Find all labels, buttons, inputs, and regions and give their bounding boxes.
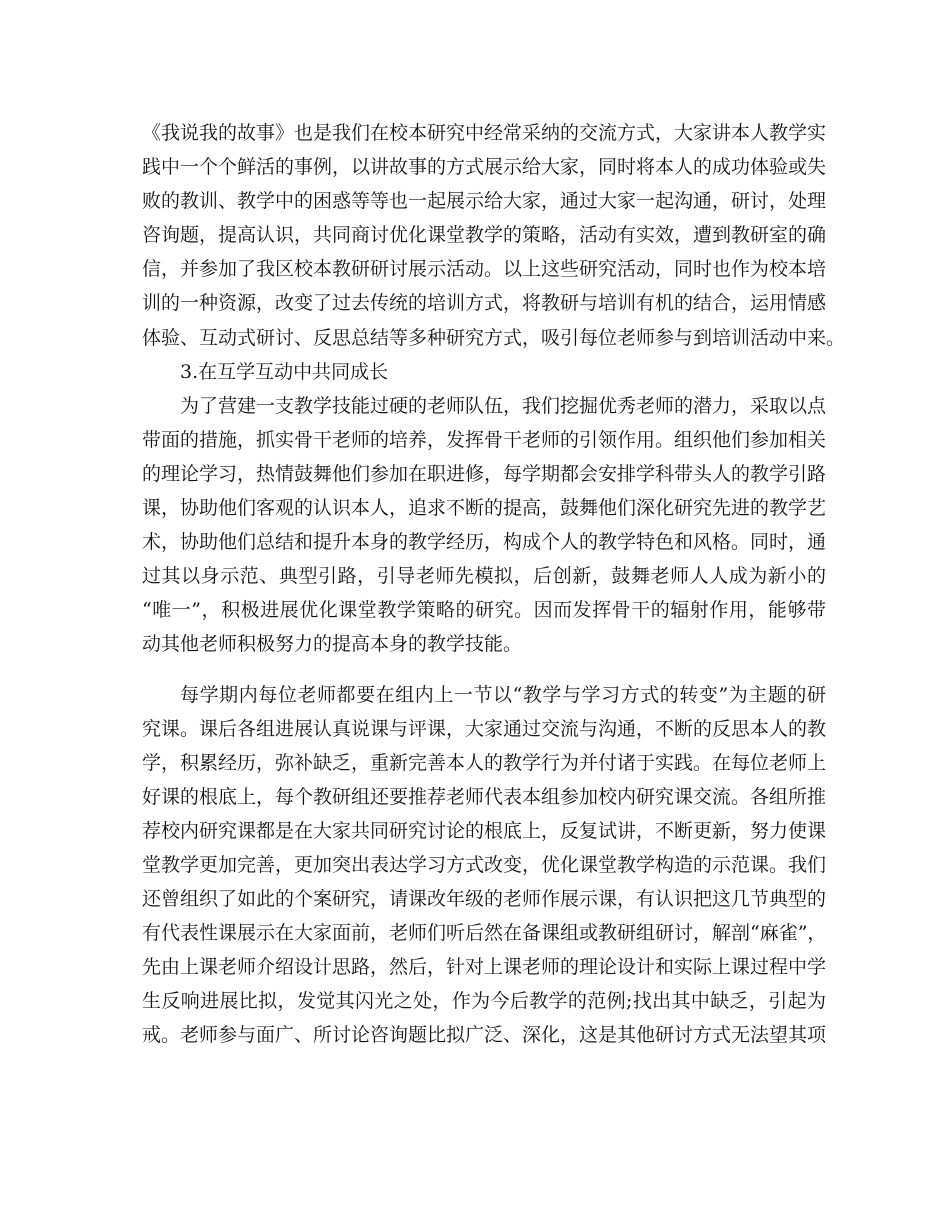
text-line: 动其他老师积极努力的提高本身的教学技能。 [142,633,523,656]
paragraph-gap [142,662,826,678]
text-line: 有代表性课展示在大家面前，老师们听后然在备课组或教研组研讨，解剖“麻雀”， [142,922,827,945]
text-line: 究课。课后各组进展认真说课与评课，大家通过交流与沟通，不断的反思本人的教 [142,717,827,740]
document-body [142,116,846,1053]
text-line: 还曾组织了如此的个案研究，请课改年级的老师作展示课，有认识把这几节典型的 [142,888,827,911]
paragraph [142,116,846,355]
text-line: 荐校内研究课都是在大家共同研究讨论的根底上，反复试讲，不断更新，努力使课 [142,819,827,842]
text-line: 践中一个个鲜活的事例，以讲故事的方式展示给大家，同时将本人的成功体验或失 [142,156,827,179]
text-line: 过其以身示范、典型引路，引导老师先模拟，后创新，鼓舞老师人人成为新小的 [142,565,826,588]
text-line: 戒。老师参与面广、所讨论咨询题比拟广泛、深化，这是其他研讨方式无法望其项 [142,1024,827,1047]
text-line: 为了营建一支教学技能过硬的老师队伍，我们挖掘优秀老师的潜力，采取以点 [180,394,827,417]
text-line: 的理论学习，热情鼓舞他们参加在职进修，每学期都会安排学科带头人的教学引路 [142,462,827,485]
text-line: 学，积累经历，弥补缺乏，重新完善本人的教学行为并付诸于实践。在每位老师上 [142,751,827,774]
text-line: 训的一种资源，改变了过去传统的培训方式，将教研与培训有机的结合，运用情感 [142,292,827,315]
text-line: 《我说我的故事》也是我们在校本研究中经常采纳的交流方式，大家讲本人教学实 [142,122,827,144]
text-line: 每学期内每位老师都要在组内上一节以“教学与学习方式的转变”为主题的研 [180,683,826,706]
section-heading [142,355,826,389]
text-line: 好课的根底上，每个教研组还要推荐老师代表本组参加校内研究课交流。各组所推 [142,785,827,808]
text-line: 课，协助他们客观的认识本人，追求不断的提高，鼓舞他们深化研究先进的教学艺 [142,497,827,520]
text-line: 体验、互动式研讨、反思总结等多种研究方式，吸引每位老师参与到培训活动中来。 [142,326,846,349]
text-line: 咨询题，提高认识，共同商讨优化课堂教学的策略，活动有实效，遭到教研室的确 [142,224,827,247]
text-line: 带面的措施，抓实骨干老师的培养，发挥骨干老师的引领作用。组织他们参加相关 [142,428,827,451]
text-line: 生反响进展比拟，发觉其闪光之处，作为今后教学的范例;找出其中缺乏，引起为 [142,990,826,1013]
text-line: 堂教学更加完善，更加突出表达学习方式改变，优化课堂教学构造的示范课。我们 [142,853,827,876]
text-line: “唯一”，积极进展优化课堂教学策略的研究。因而发挥骨干的辐射作用，能够带 [142,599,826,622]
section-heading-text: 3.在互学互动中共同成长 [180,360,389,383]
text-line: 信，并参加了我区校本教研研讨展示活动。以上这些研究活动，同时也作为校本培 [142,258,827,281]
paragraph [142,389,826,662]
text-line: 败的教训、教学中的困惑等等也一起展示给大家，通过大家一起沟通，研讨，处理 [142,190,827,213]
paragraph [142,678,826,1053]
text-line: 先由上课老师介绍设计思路，然后，针对上课老师的理论设计和实际上课过程中学 [142,956,827,979]
text-line: 术，协助他们总结和提升本身的教学经历，构成个人的教学特色和风格。同时，通 [142,531,827,554]
